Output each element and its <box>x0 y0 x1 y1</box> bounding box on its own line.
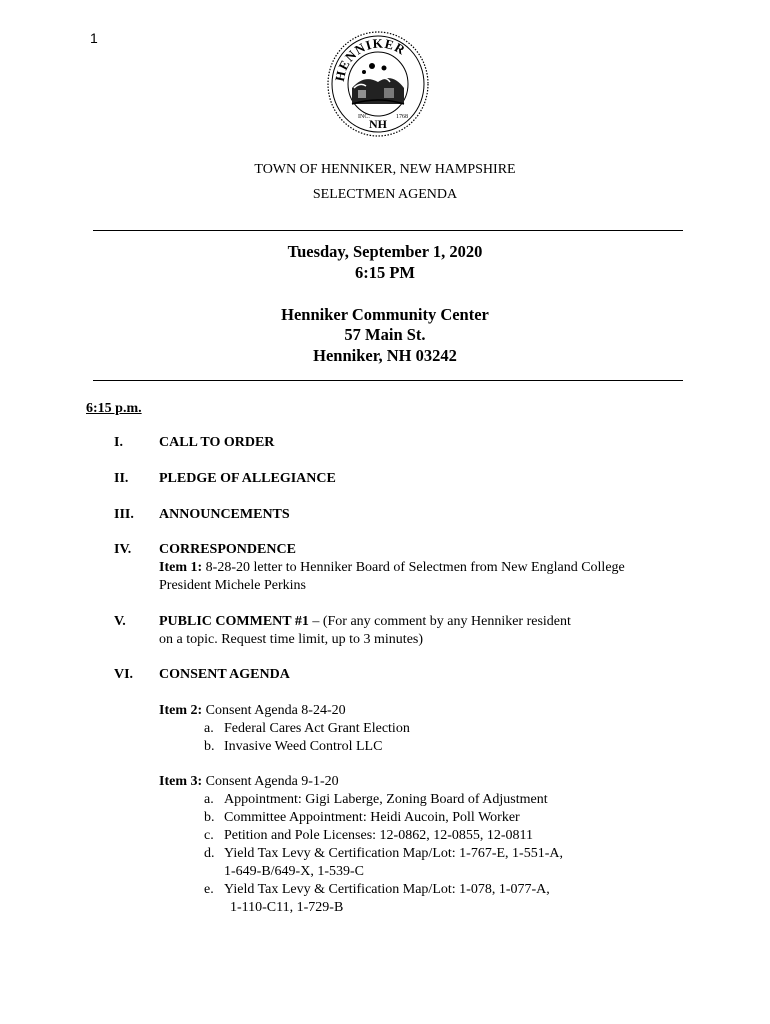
section-title-suffix: – (For any comment by any Henniker resident <box>308 614 571 629</box>
sub-text: Yield Tax Levy & Certification Map/Lot: 1-078, 1-077-A, <box>224 882 550 897</box>
sub-letter: b. <box>204 810 215 825</box>
section-title: CONSENT AGENDA <box>159 667 290 682</box>
town-name: TOWN OF HENNIKER, NEW HAMPSHIRE <box>254 162 516 177</box>
sub-letter: b. <box>204 739 215 754</box>
item-label: Item 1: <box>159 560 203 575</box>
meeting-city: Henniker, NH 03242 <box>313 346 457 365</box>
meeting-street: 57 Main St. <box>344 325 426 344</box>
sub-letter: d. <box>204 846 215 861</box>
section-title: CORRESPONDENCE <box>159 542 296 557</box>
seal-scene-image <box>352 63 404 104</box>
section-title: PUBLIC COMMENT #1 <box>159 614 309 629</box>
section-title: PLEDGE OF ALLEGIANCE <box>159 471 336 486</box>
sub-letter: e. <box>204 882 214 897</box>
agenda-subtitle: SELECTMEN AGENDA <box>312 187 458 202</box>
sub-letter: c. <box>204 828 214 843</box>
section-numeral: III. <box>114 507 134 522</box>
meeting-time: 6:15 PM <box>354 263 416 282</box>
item-text: 8-28-20 letter to Henniker Board of Selectmen from New England College <box>202 560 625 575</box>
sub-text: Committee Appointment: Heidi Aucoin, Poll Worker <box>224 810 520 825</box>
section-numeral: I. <box>114 435 123 450</box>
item-label: Item 3: <box>159 774 203 789</box>
section-title: CALL TO ORDER <box>159 435 275 450</box>
item-text: Consent Agenda 8-24-20 <box>202 703 346 718</box>
sub-text: Invasive Weed Control LLC <box>224 739 383 754</box>
divider-top <box>93 230 683 231</box>
seal-text-bottom: NH <box>369 117 387 131</box>
sub-text-cont: 1-110-C11, 1-729-B <box>230 900 344 915</box>
section-text-cont: on a topic. Request time limit, up to 3 minutes) <box>159 632 424 647</box>
agenda-time-label: 6:15 p.m. <box>86 401 142 416</box>
page-number: 1 <box>90 30 98 46</box>
section-numeral: II. <box>114 471 129 486</box>
seal-year-right: 1768 <box>396 114 408 120</box>
sub-letter: a. <box>204 792 214 807</box>
sub-letter: a. <box>204 721 214 736</box>
section-title: ANNOUNCEMENTS <box>159 507 290 522</box>
item-text-cont: President Michele Perkins <box>159 578 306 593</box>
item-label: Item 2: <box>159 703 203 718</box>
sub-text-cont: 1-649-B/649-X, 1-539-C <box>224 864 364 879</box>
seal-text-top: HENNIKER <box>331 35 409 83</box>
meeting-date: Tuesday, September 1, 2020 <box>287 242 483 261</box>
section-numeral: V. <box>114 614 126 629</box>
sub-text: Appointment: Gigi Laberge, Zoning Board of Adjustment <box>224 792 548 807</box>
town-seal-logo <box>324 22 432 138</box>
item-text: Consent Agenda 9-1-20 <box>202 774 339 789</box>
sub-text: Federal Cares Act Grant Election <box>224 721 410 736</box>
divider-bottom <box>93 380 683 381</box>
seal-year-left: INC. <box>358 114 370 120</box>
section-numeral: VI. <box>114 667 134 682</box>
sub-text: Petition and Pole Licenses: 12-0862, 12-0855, 12-0811 <box>224 828 533 843</box>
sub-text: Yield Tax Levy & Certification Map/Lot: 1-767-E, 1-551-A, <box>224 846 563 861</box>
meeting-venue: Henniker Community Center <box>281 305 489 324</box>
section-numeral: IV. <box>114 542 132 557</box>
